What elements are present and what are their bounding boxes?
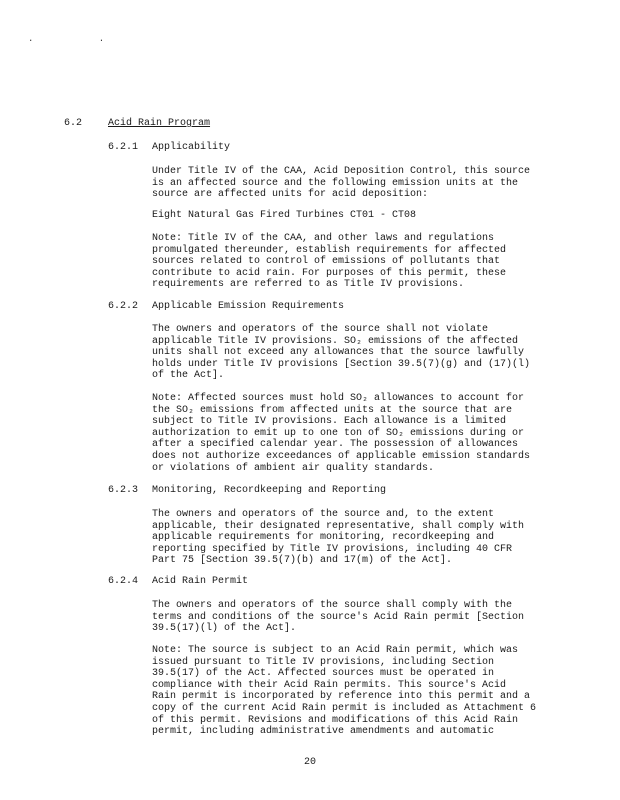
paragraph: Note: The source is subject to an Acid Rain permit, which was issued pursuant to Title IV provisions, including Section 39.5(17) of the Act. Affected sources must be operated in compliance with their Acid Rain permits. This source's Acid Rain permit is incorporated by reference into this permit and a copy of the current Acid Rain permit is included as Attachment 6 of this permit. Revisions and modifications of this Acid Rain permit, including administrative amendments and automatic [152,645,537,738]
paragraph: Note: Title IV of the CAA, and other laws and regulations promulgated thereunder, establish requirements for affected sources related to control of emissions of pollutants that contribute to acid rain. For purposes of this permit, these requirements are referred to as Title IV provisions. [152,233,507,291]
subsection-title: Applicable Emission Requirements [152,301,345,312]
subsection-number: 6.2.2 [108,301,139,312]
subsection-heading-6-2-4 [108,576,248,588]
section-title: Acid Rain Program [108,118,211,129]
paragraph: Note: Affected sources must hold SO₂ allowances to account for the SO₂ emissions from affected units at the source that are subject to Title IV provisions. Each allowance is a limited authorization to emit up to one ton of SO₂ emissions during or after a specified calendar year. The possession of allowances does not authorize exceedances of applicable emission standards or violations of ambient air quality standards. [152,393,531,474]
paragraph: The owners and operators of the source and, to the extent applicable, their designated representative, shall comply with applicable requirements for monitoring, recordkeeping and reporting specified by Title IV provisions, including 40 CFR Part 75 [Section 39.5(7)(b) and 17(m) of the Act]. [152,509,525,567]
subsection-number: 6.2.3 [108,485,139,496]
scan-marks: . . [28,34,135,44]
paragraph: Under Title IV of the CAA, Acid Deposition Control, this source is an affected source and the following emission units at the source are affected units for acid deposition: [152,166,531,201]
subsection-heading-6-2-2 [108,301,344,313]
subsection-title: Monitoring, Recordkeeping and Reporting [152,485,387,496]
page-number: 20 [303,757,316,768]
section-number: 6.2 [64,118,83,129]
subsection-title: Applicability [152,142,231,153]
section-heading [64,118,210,130]
paragraph: The owners and operators of the source shall not violate applicable Title IV provisions. SO₂ emissions of the affected units shall not exceed any allowances that the source lawfully holds under Title IV provisions [Section 39.5(7)(g) and (17)(l) of the Act]. [152,324,531,382]
paragraph: Eight Natural Gas Fired Turbines CT01 - CT08 [152,210,417,221]
subsection-heading-6-2-3 [108,485,386,497]
subsection-title: Acid Rain Permit [152,576,249,587]
subsection-number: 6.2.1 [108,142,139,153]
subsection-number: 6.2.4 [108,576,139,587]
paragraph: The owners and operators of the source shall comply with the terms and conditions of the source's Acid Rain permit [Section 39.5(17)(l) of the Act]. [152,600,525,635]
subsection-heading-6-2-1 [108,142,230,154]
